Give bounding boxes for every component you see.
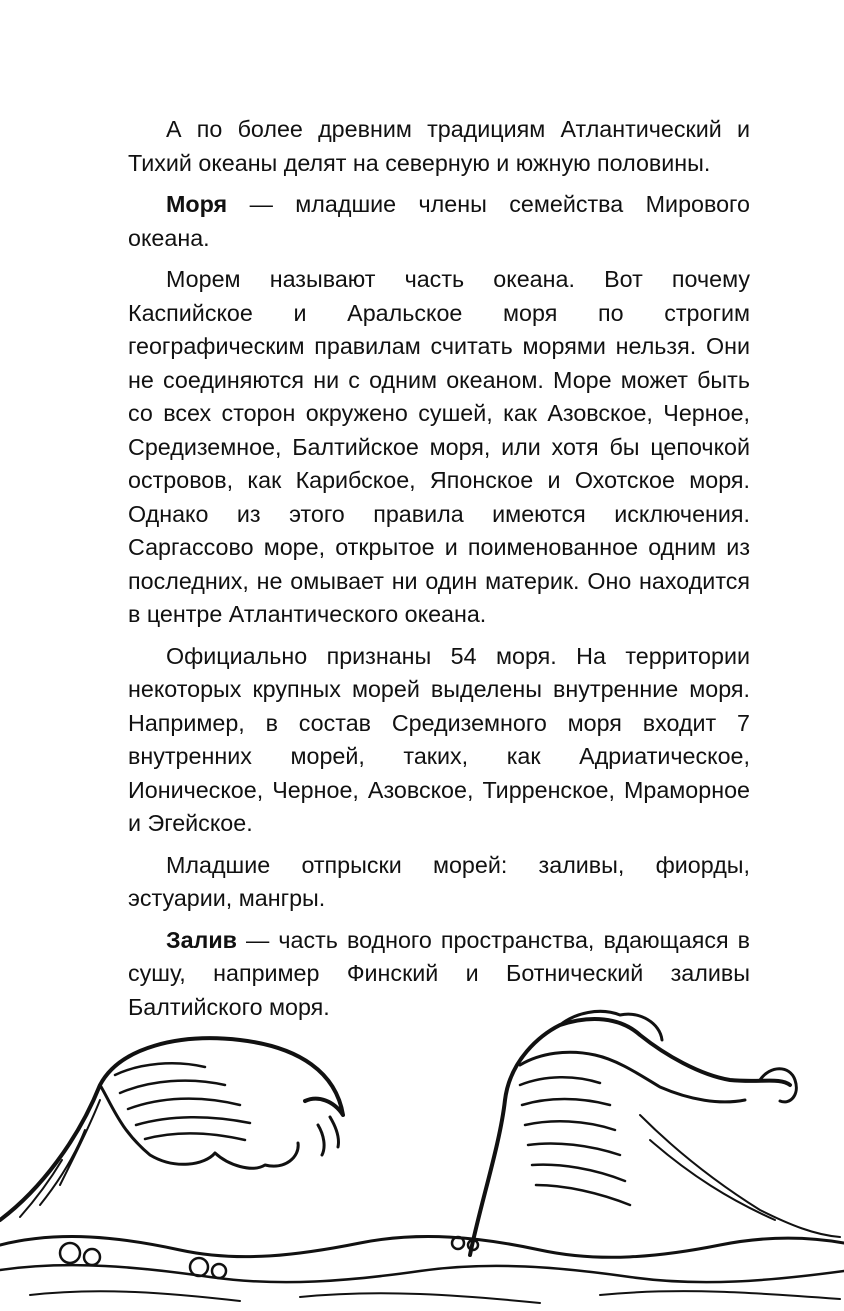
left-wave-icon <box>0 1038 343 1220</box>
paragraph-text: — часть водного пространства, вдающаяся в сушу, например Финский и Ботнический заливы Балтийского моря. <box>128 926 750 1020</box>
paragraph <box>128 263 750 632</box>
paragraph-text: Морем называют часть океана. Вот почему Каспийское и Аральское моря по строгим географическим правилам считать морями нельзя. Они не соединяются ни с одним океаном. Море может быть со всех сторон окружено сушей, как Азовское, Черное, Средиземное, Балтийское моря, или хотя бы цепочкой островов, как Карибское, Японское и Охотское моря. Однако из этого правила имеются исключения. Саргассово море, открытое и поименованное одним из последних, не омывает ни один материк. Оно находится в центре Атлантического океана. <box>128 266 750 627</box>
paragraph <box>128 640 750 841</box>
paragraph-text: Официально признаны 54 моря. На территории некоторых крупных морей выделены внутренние моря. Например, в состав Средиземного моря входит 7 внутренних морей, таких, как Адриатическое, Ионическое, Черное, Азовское, Тирренское, Мраморное и Эгейское. <box>128 642 750 836</box>
term-gulf: Залив <box>166 926 237 953</box>
paragraph-text: Младшие отпрыски морей: заливы, фиорды, эстуарии, мангры. <box>128 851 750 911</box>
paragraph <box>128 849 750 916</box>
sea-foam-icon <box>0 1237 844 1303</box>
paragraph <box>128 188 750 255</box>
paragraph-text: А по более древним традициям Атлантический и Тихий океаны делят на северную и южную половины. <box>128 116 750 176</box>
right-wave-icon <box>470 1011 840 1255</box>
paragraph-text: — младшие члены семейства Мирового океана. <box>128 191 750 251</box>
body-text <box>128 113 750 1032</box>
term-seas: Моря <box>166 191 228 217</box>
paragraph <box>128 113 750 180</box>
ocean-waves-illustration <box>0 1005 844 1311</box>
